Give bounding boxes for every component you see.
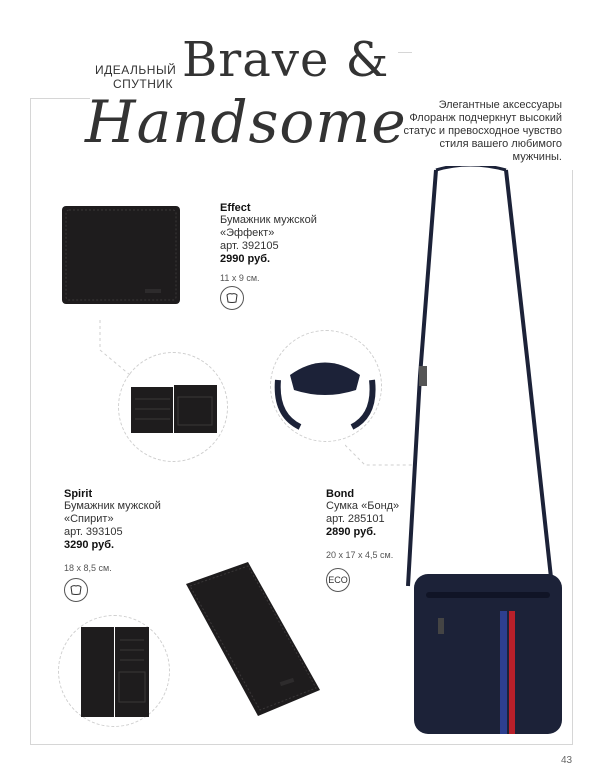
frame-right-line xyxy=(572,170,573,744)
spirit-price: 3290 руб. xyxy=(64,539,115,551)
frame-top-line-right xyxy=(398,52,412,53)
bond-desc: Сумка «Бонд» xyxy=(326,500,400,512)
tagline-line-2: СПУТНИК xyxy=(112,77,173,91)
intro-text: Элегантные аксессуары Флоранж подчеркнут высокий статус и превосходное чувство стиля вашего любимого мужчины. xyxy=(403,99,562,163)
title-line-2: Handsome xyxy=(85,88,407,156)
spirit-name: Spirit xyxy=(64,488,93,500)
spirit-leather-badge xyxy=(64,578,88,602)
spirit-open-wallet-image xyxy=(80,626,150,718)
page-number: 43 xyxy=(561,755,573,766)
effect-open-wallet-image xyxy=(130,383,218,435)
tagline-line-1: ИДЕАЛЬНЫЙ xyxy=(95,63,177,77)
effect-leather-badge xyxy=(220,286,244,310)
title-line-1: Brave & xyxy=(182,32,390,88)
spirit-info xyxy=(64,488,161,573)
bond-dims: 20 x 17 x 4,5 см. xyxy=(326,550,394,560)
spirit-art: арт. 393105 xyxy=(64,526,123,538)
frame-bottom-line xyxy=(30,744,573,745)
tagline xyxy=(95,63,177,91)
effect-info xyxy=(220,202,317,283)
bond-info xyxy=(326,488,399,560)
leather-icon xyxy=(225,292,239,304)
bond-name: Bond xyxy=(326,488,355,500)
effect-connector-line xyxy=(95,320,135,380)
effect-wallet-image xyxy=(60,203,184,307)
spirit-quoted: «Спирит» xyxy=(64,513,114,525)
effect-quoted: «Эффект» xyxy=(220,227,275,239)
effect-dims: 11 x 9 см. xyxy=(220,273,260,283)
frame-left-line xyxy=(30,98,31,744)
effect-name: Effect xyxy=(220,202,251,214)
frame-top-line xyxy=(30,98,90,99)
bond-price: 2890 руб. xyxy=(326,526,377,538)
effect-art: арт. 392105 xyxy=(220,240,279,252)
leather-icon xyxy=(69,584,83,596)
bond-art: арт. 285101 xyxy=(326,513,385,525)
bond-bag-image xyxy=(398,166,568,736)
bond-eco-badge: ECO xyxy=(326,568,350,592)
effect-price: 2990 руб. xyxy=(220,253,271,265)
bond-open-bag-image xyxy=(270,345,380,435)
effect-desc: Бумажник мужской xyxy=(220,214,317,226)
spirit-desc: Бумажник мужской xyxy=(64,500,161,512)
spirit-dims: 18 x 8,5 см. xyxy=(64,563,112,573)
spirit-wallet-image xyxy=(182,560,324,720)
